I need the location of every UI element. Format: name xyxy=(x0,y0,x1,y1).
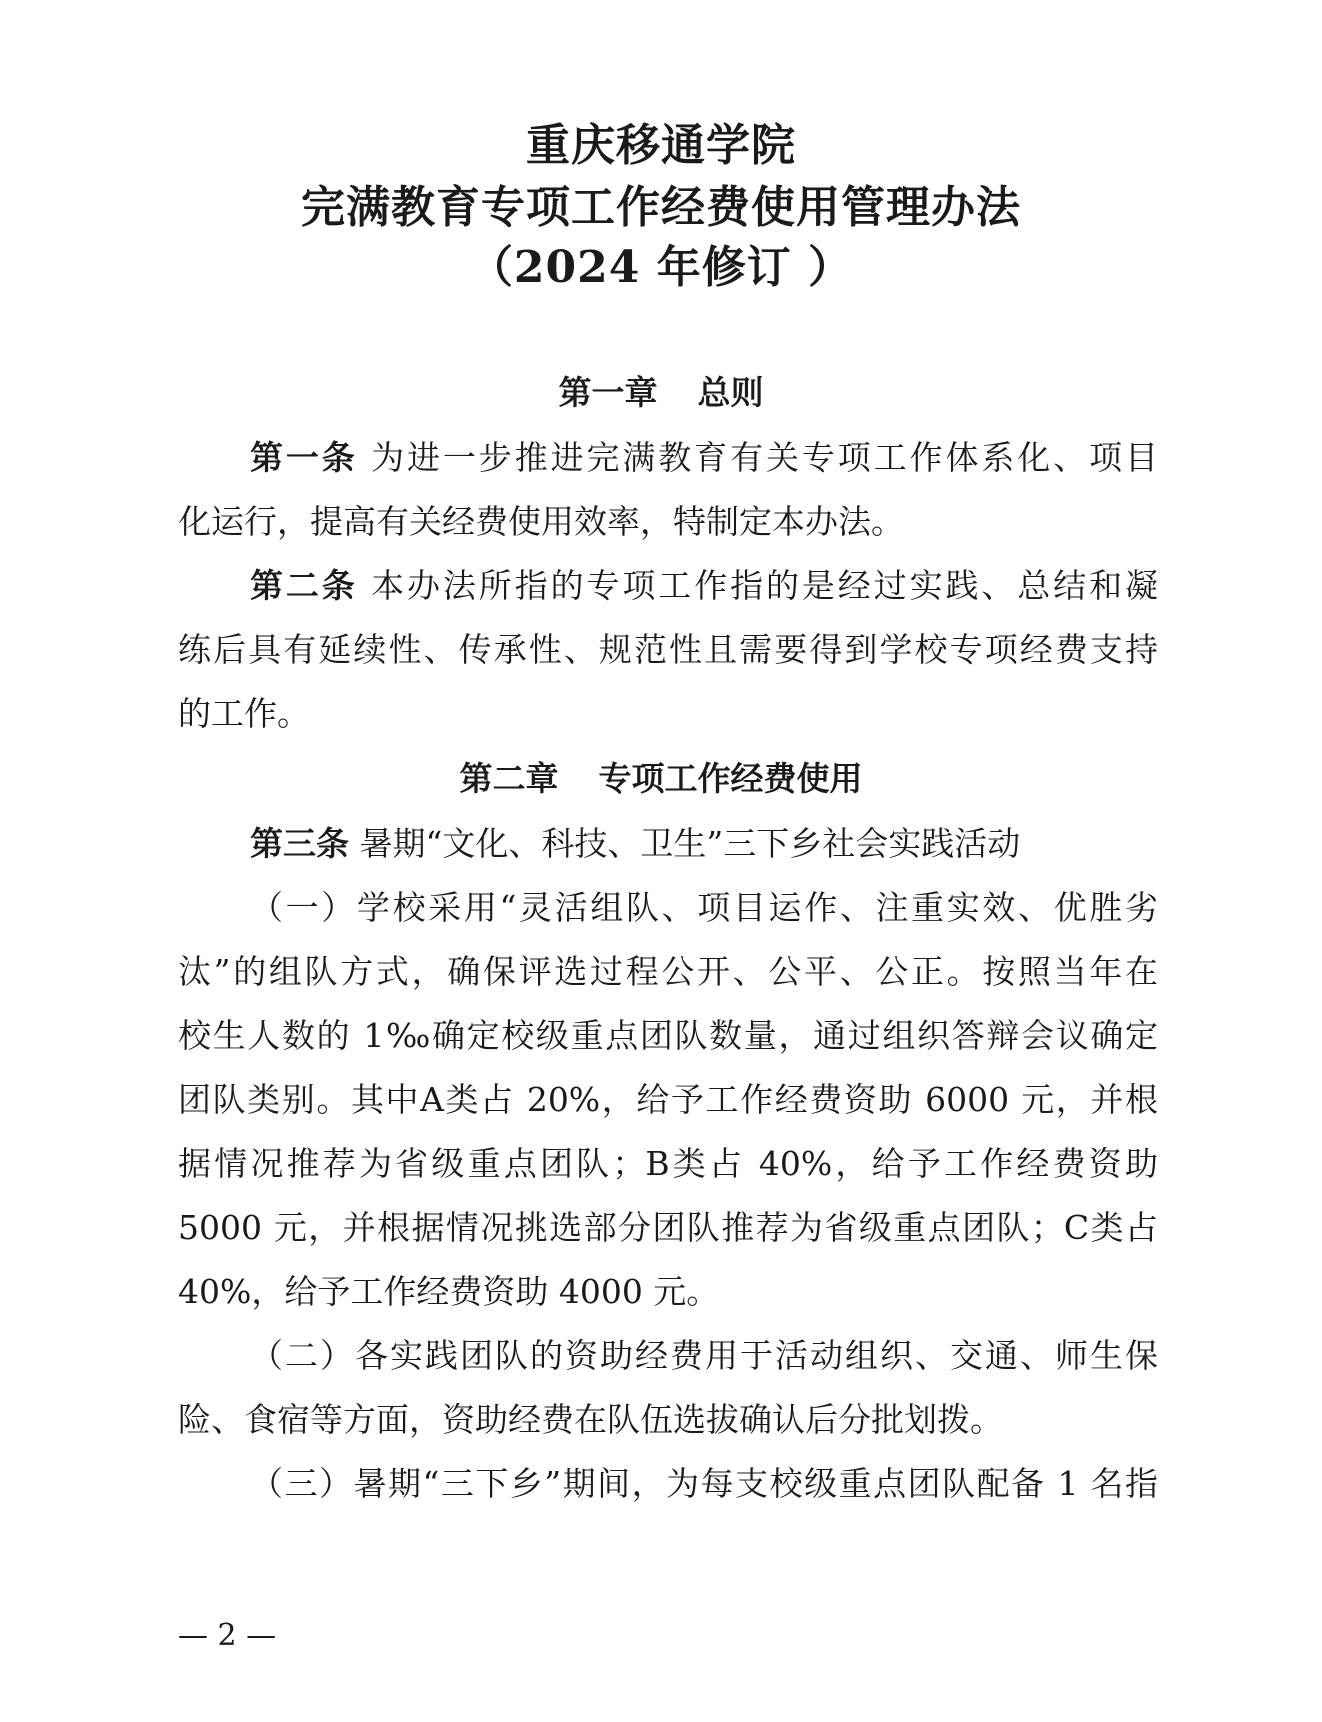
article-1-label: 第一条 xyxy=(250,438,358,477)
article-3-item-3-line-1: （三）暑期“三下乡”期间，为每支校级重点团队配备 1 名指 xyxy=(250,1464,1158,1503)
article-3-line-1 xyxy=(250,822,1158,866)
title-main: 完满教育专项工作经费使用管理办法 xyxy=(301,182,1021,233)
article-1-line-2: 化运行，提高有关经费使用效率，特制定本办法。 xyxy=(178,502,904,541)
title-institution: 重庆移通学院 xyxy=(526,120,796,171)
article-2-line-2: 练后具有延续性、传承性、规范性且需要得到学校专项经费支持 xyxy=(178,630,1158,669)
article-2-text-1: 本办法所指的专项工作指的是经过实践、总结和凝 xyxy=(371,566,1158,605)
page-number: — 2 — xyxy=(178,1618,277,1653)
chapter-1-number: 第一章 xyxy=(558,373,658,412)
article-3-item-1-line-4: 团队类别。其中A类占 20%，给予工作经费资助 6000 元，并根 xyxy=(178,1080,1158,1119)
chapter-2-heading xyxy=(0,757,1322,801)
article-3-item-2-line-2: 险、食宿等方面，资助经费在队伍选拔确认后分批划拨。 xyxy=(178,1400,1003,1439)
article-3-item-1-line-6: 5000 元，并根据情况挑选部分团队推荐为省级重点团队；C类占 xyxy=(178,1208,1158,1247)
chapter-2-number: 第二章 xyxy=(459,759,559,798)
article-3-item-1-line-7: 40%，给予工作经费资助 4000 元。 xyxy=(178,1272,720,1311)
article-3-item-2-line-1: （二）各实践团队的资助经费用于活动组织、交通、师生保 xyxy=(250,1336,1158,1375)
article-3-label: 第三条 xyxy=(250,824,349,863)
article-1-line-1 xyxy=(250,436,1158,480)
title-revision: （2024 年修订 ） xyxy=(468,242,854,293)
article-1-text-1: 为进一步推进完满教育有关专项工作体系化、项目 xyxy=(371,438,1158,477)
article-2-label: 第二条 xyxy=(250,566,358,605)
article-3-text-1: 暑期“文化、科技、卫生”三下乡社会实践活动 xyxy=(359,824,1021,863)
article-3-item-1-line-3: 校生人数的 1‰确定校级重点团队数量，通过组织答辩会议确定 xyxy=(178,1016,1158,1055)
article-3-item-1-line-2: 汰”的组队方式，确保评选过程公开、公平、公正。按照当年在 xyxy=(178,952,1158,991)
article-2-line-3: 的工作。 xyxy=(178,694,310,733)
article-3-item-1-line-5: 据情况推荐为省级重点团队；B类占 40%，给予工作经费资助 xyxy=(178,1144,1158,1183)
article-3-item-1-line-1: （一）学校采用“灵活组队、项目运作、注重实效、优胜劣 xyxy=(250,888,1158,927)
chapter-1-name: 总则 xyxy=(697,373,764,412)
chapter-1-heading xyxy=(0,371,1322,415)
chapter-2-name: 专项工作经费使用 xyxy=(598,759,863,798)
article-2-line-1 xyxy=(250,564,1158,608)
